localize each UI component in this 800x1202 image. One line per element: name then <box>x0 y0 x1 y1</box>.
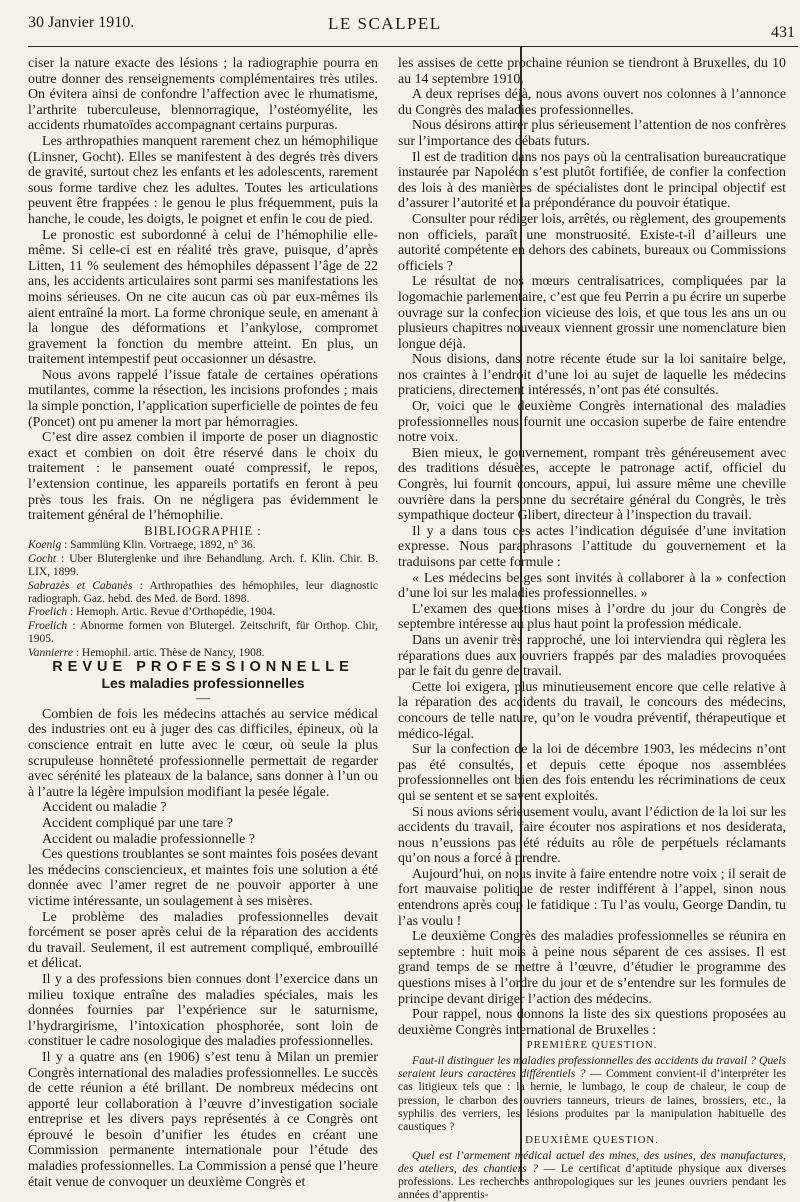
paragraph: Bien mieux, le gouvernement, rompant très généreusement avec des traditions désuètes, accepte le patronage actif, officiel du Congrès, lui fournit concours, appui, lui assure même une cheville ouvrière dans la personne du secrétaire général du Congrès, le très sympathique docteur Glibert, directeur à l’inspection du travail. <box>398 445 786 524</box>
paragraph: Il y a quatre ans (en 1906) s’est tenu à Milan un premier Congrès international des maladies professionnelles. Le succès de cette réunion a été brillant. De nombreux médecins ont apporté leur collaboration à l’œuvre d’investigation sociale entreprise et les divers pays représentés à ce Congrès ont éprouvé le besoin d’unifier les études en créant une Commission permanente internationale pour l’étude des maladies professionnelles. La Commission a pensé que l’heure était venue de convoquer un deuxième Congrès et <box>28 1049 378 1190</box>
issue-date: 30 Janvier 1910. <box>28 14 135 31</box>
paragraph: Le pronostic est subordonné à celui de l’hémophilie elle-même. Si celle-ci est en réalité très grave, puisque, d’après Litten, 11 % seulement des hémophiles dépassent l’âge de 22 ans, les accidents articulaires sont parmi ses manifestations les moins sérieuses. On ne cite aucun cas où par eux-mêmes ils aient entraîné la mort. La forme chronique seule, en amenant à la longue des déformations et l’ankylose, compromet gravement la fonction du membre atteint. En plus, un traitement intempestif peut occasionner un désastre. <box>28 227 378 368</box>
bib-text: : Arthropathies des hémophiles, leur diagnostic radiograph. Gaz. hebd. des Med. de Bord. 1898. <box>28 579 378 606</box>
question-body: — Le certificat d’aptitude physique aux diverses professions. Les recherches anthropologiques sur les jeunes ouvriers pendant les années d’apprentis- <box>398 1162 786 1202</box>
paragraph: Dans un avenir très rapproché, une loi interviendra qui règlera les réparations dues aux ouvriers frappés par des maladies provoquées par le fait du genre de travail. <box>398 632 786 680</box>
paragraph: Cette loi exigera, plus minutieusement encore que celle relative à la réparation des accidents du travail, le concours des médecins, concours de telle nature, qu’on le voudra préventif, thérapeutique et médico-légal. <box>398 679 786 742</box>
paragraph: C’est dire assez combien il importe de poser un diagnostic exact et combien on doit être réservé dans le choix du traitement : le pansement ouaté compressif, le repos, l’extension continue, les appareils portatifs en feront à peu près tous les frais. On ne négligera pas évidemment le traitement général de l’hémophilie. <box>28 430 378 524</box>
question-text <box>398 1054 786 1133</box>
bibliography-heading: BIBLIOGRAPHIE : <box>144 523 262 538</box>
question-body: — Comment convient-il d’interpréter les cas litigieux tels que : la hernie, le lumbago, le coup de chaleur, le coup de pression, le charbon des ouvriers tanneurs, trieurs de laines, brossiers, etc., la syphilis des verriers, les lésions produites par la manipulation habituelle des caustiques ? <box>398 1067 786 1134</box>
paragraph: Nous avons rappelé l’issue fatale de certaines opérations mutilantes, comme la résection, les incisions profondes ; mais la simple ponction, l’application superficielle de pointes de feu (Poncet) ont pu amener la mort par hémorragies. <box>28 367 378 430</box>
paragraph: Consulter pour rédiger lois, arrêtés, ou règlement, des groupements non officiels, paraît une monstruosité. Existe-t-il d’ailleurs une autorité compétente en dehors des cabinets, bureaux ou Commissions officiels ? <box>398 211 786 274</box>
section-heading: REVUE PROFESSIONNELLE <box>52 659 354 676</box>
paragraph: Le résultat de nos mœurs centralisatrices, compliquées par la logomachie parlementaire, c’est que feu Perrin a pu écrire un superbe ouvrage sur la confection vicieuse des lois, et que tous les ans un ou plusieurs chapitres nouveaux viennent grossir une nomenclature bien longue déjà. <box>398 274 786 352</box>
bib-text: : Abnorme formen von Blutergel. Zeitschrift, für Orthop. Chir, 1905. <box>28 619 378 646</box>
paragraph: Accident ou maladie ? <box>42 800 167 816</box>
paragraph: Les arthropathies manquent rarement chez un hémophilique (Linsner, Gocht). Elles se manifestent à des degrés très divers de gravité, surtout chez les enfants et les adolescents, rarement sous forme tardive chez les adultes. Toutes les articulations peuvent être frappées : le genou le plus fréquemment, puis la hanche, le coude, les doigts, le poignet et enfin le cou de pied. <box>28 133 378 227</box>
journal-title: LE SCALPEL <box>328 14 442 33</box>
paragraph: Il est de tradition dans nos pays où la centralisation bureaucratique instaurée par Napoléon s’est plutôt fortifiée, de confier la confection des lois à des manières de spécialistes dont le principal objectif est d’assurer l’autorité et la prépondérance du pouvoir étatique. <box>398 149 786 212</box>
bib-text: : Sammlüng Klin. Vortraege, 1892, n° 36. <box>61 539 256 552</box>
paragraph: Il y a dans tous ces actes l’indication déguisée d’une invitation expresse. Nous paraphrasons l’attitude du gouvernement et la traduisons par cette formule : <box>398 523 786 570</box>
paragraph: Ces questions troublantes se sont maintes fois posées devant les médecins consciencieux, et maintes fois une solution a été donnée avec l’amer regret de ne pouvoir apporter à une victime intéressante, un soulagement à ses misères. <box>28 847 378 909</box>
bibliography-entry <box>28 553 378 580</box>
paragraph: Nous disions, dans notre récente étude sur la loi sanitaire belge, nos craintes à l’endroit d’une loi au sujet de laquelle les médecins praticiens, directement intéressés, n’ont pas été consultés. <box>398 352 786 399</box>
paragraph: Combien de fois les médecins attachés au service médical des industries ont eu à juger des cas difficiles, épineux, où la conscience entrait en lutte avec le cœur, où seule la plus scrupuleuse honnêteté professionnelle permettait de regarder avec sérénité les plateaux de la balance, sans donner à l’un ou à l’autre la légère impulsion modifiant la pesée légale. <box>28 706 378 800</box>
paragraph: Le problème des maladies professionnelles devait forcément se poser après celui de la réparation des accidents du travail. Seulement, il est autrement compliqué, embrouillé et délicat. <box>28 909 378 972</box>
bibliography-entry <box>28 539 378 552</box>
bibliography-entry <box>28 580 378 607</box>
article-title: Les maladies professionnelles <box>101 674 305 691</box>
bib-text: : Uber Bluterglenke und ihre Behandlung. Arch. f. Klin. Chir. B. LIX, 1899. <box>28 552 378 579</box>
bibliography-entry <box>28 606 378 619</box>
paragraph: Or, voici que le deuxième Congrès international des maladies professionnelles nous fournit une occasion superbe de faire entendre notre voix. <box>398 399 786 446</box>
paragraph: Accident compliqué par une tare ? <box>42 816 233 831</box>
paragraph: Pour rappel, nous donnons la liste des six questions proposées au deuxième Congrès international de Bruxelles : <box>398 1007 786 1038</box>
question-heading: DEUXIÈME QUESTION. <box>525 1134 659 1147</box>
paragraph: Si nous avions sérieusement voulu, avant l’édiction de la loi sur les accidents du travail, faire écouter nos aspirations et nos desiderata, nous n’eussions pas été réduits au rôle de perpétuels réclamants qu’on nous a forcé à prendre. <box>398 804 786 867</box>
paragraph: L’examen des questions mises à l’ordre du jour du Congrès de septembre intéresse au plus haut point la profession médicale. <box>398 601 786 633</box>
page-number: 431 <box>771 24 795 41</box>
left-column <box>28 56 378 1190</box>
paragraph: ciser la nature exacte des lésions ; la radiographie pourra en outre donner des renseignements complémentaires très utiles. On évitera ainsi de confondre l’affection avec le rhumatisme, l’arthrite tuberculeuse, blennorragique, l’ostéomyélite, les accidents rhumatoïdes accompagnant certains purpuras. <box>28 56 378 134</box>
question-title: Faut-il distinguer les maladies professionnelles des accidents du travail ? Quels seraient leurs caractères différentiels ? <box>398 1054 786 1081</box>
paragraph: A deux reprises déjà, nous avons ouvert nos colonnes à l’annonce du Congrès des maladies professionnelles. <box>398 87 786 118</box>
paragraph: Aujourd’hui, on nous invite à faire entendre notre voix ; il serait de fort mauvaise politique de rester indifférent à l’appel, sinon nous entendrons après coup le fatidique : Tu l’as voulu, George Dandin, tu l’as voulu ! <box>398 866 786 929</box>
paragraph: les assises de cette prochaine réunion se tiendront à Bruxelles, du 10 au 14 septembre 1910. <box>398 56 786 87</box>
paragraph: Accident ou maladie professionnelle ? <box>42 831 255 847</box>
bib-author: Vannierre <box>28 646 73 659</box>
page-header <box>28 10 798 47</box>
bib-author: Koenig <box>28 539 62 552</box>
paragraph: Le deuxième Congrès des maladies professionnelles se réunira en septembre : huit mois à peine nous séparent de ces assises. Il est grand temps de se mettre à l’œuvre, d’étudier le programme des questions mises à l’ordre du jour et de s’entendre sur les formules de principe devant diriger l’action des médecins. <box>398 929 786 1007</box>
bib-author: Froelich <box>28 619 68 632</box>
paragraph: Nous désirons attirer plus sérieusement l’attention de nos confrères sur l’importance des débats futurs. <box>398 118 786 149</box>
paragraph: Sur la confection de la loi de décembre 1903, les médecins n’ont pas été consultés, et depuis cette époque nos assemblées professionnelles ont bien des fois entendu les récriminations de ceux qui se sentent et se savent exploités. <box>398 742 786 804</box>
bib-text: : Hemoph. Artic. Revue d’Orthopédie, 1904. <box>67 606 276 619</box>
bibliography-entry <box>28 620 378 647</box>
title-dash: — <box>196 691 210 707</box>
quotation: « Les médecins belges sont invités à collaborer à la » confection d’une loi sur les maladies professionnelles. » <box>398 570 786 602</box>
question-text <box>398 1149 786 1202</box>
bib-text: : Hemophil. artic. Thèse de Nancy, 1908. <box>72 646 265 659</box>
paragraph: Il y a des professions bien connues dont l’exercice dans un milieu toxique entraîne des maladies spéciales, mais les données fournies par l’expérience sur le saturnisme, l’hydrargirisme, l’intoxication phosphorée, sont loin de constituer le cadre nosologique des maladies professionnelles. <box>28 971 378 1050</box>
bibliography-entry <box>28 647 378 660</box>
question-title: Quel est l’armement médical actuel des mines, des usines, des manufactures, des ateliers, des chantiers ? <box>398 1148 786 1176</box>
bib-author: Froelich <box>28 606 68 619</box>
bib-author: Gocht <box>28 552 57 565</box>
right-column <box>398 56 786 1202</box>
question-heading: PREMIÈRE QUESTION. <box>526 1039 658 1052</box>
bib-author: Sabrazès et Cabanès <box>28 579 133 592</box>
